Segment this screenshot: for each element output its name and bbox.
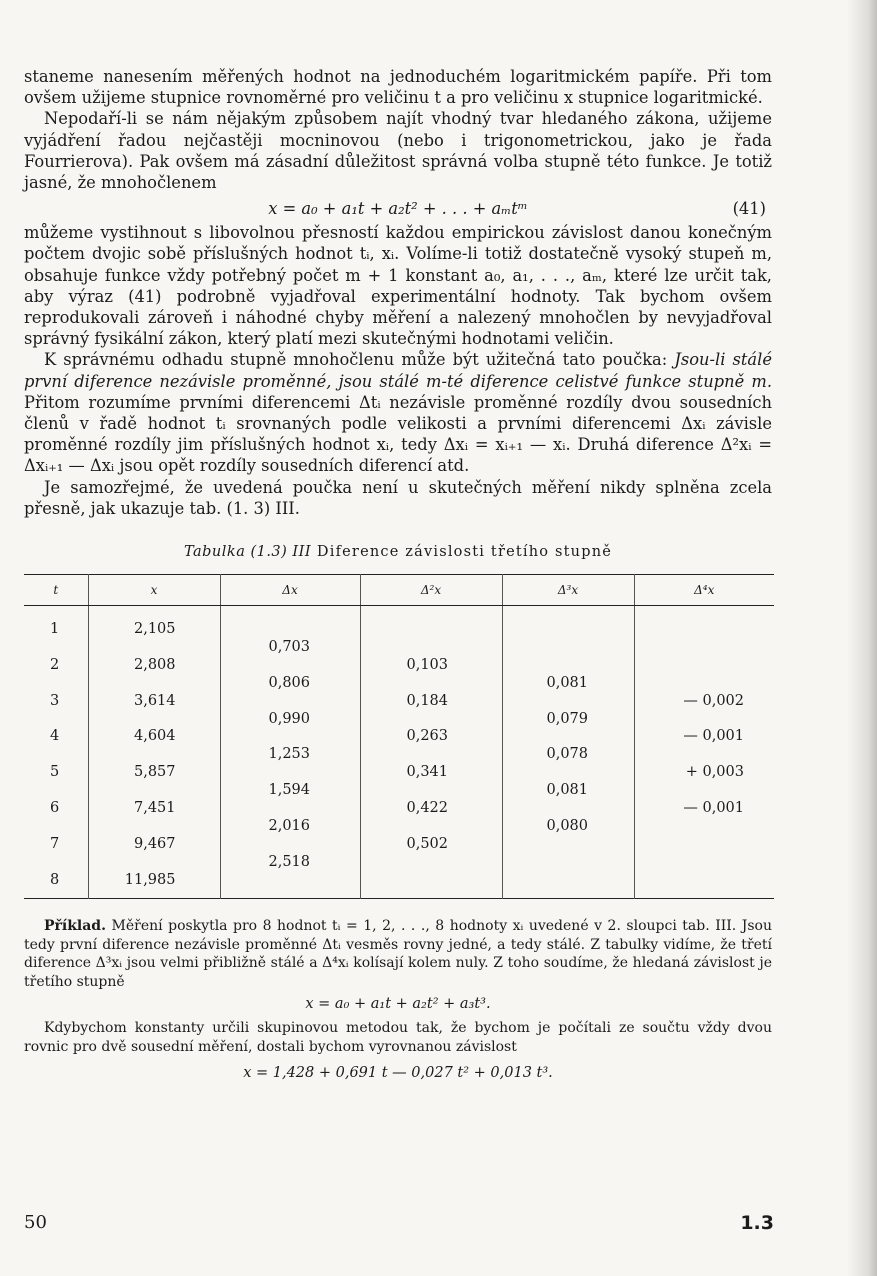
table-cell: — 0,002 <box>683 693 744 710</box>
table-cell: 2 <box>50 657 60 674</box>
example-label: Příklad. <box>44 918 106 935</box>
table-cell: + 0,003 <box>685 764 744 781</box>
table-cell: 0,103 <box>406 657 449 674</box>
table-cell: 0,081 <box>546 675 589 692</box>
table-cell: 3 <box>50 693 60 710</box>
table-cell: 0,990 <box>268 711 311 728</box>
column-t <box>24 606 88 898</box>
table-cell: 0,263 <box>406 728 449 745</box>
example-paragraph <box>24 917 772 991</box>
table-cell: 11,985 <box>124 872 176 889</box>
table-caption-label: Tabulka (1.3) III <box>183 544 312 561</box>
example-equation: x = a₀ + a₁t + a₂t² + a₃t³. <box>305 996 491 1013</box>
page-number: 50 <box>24 1212 47 1233</box>
table-cell: 2,016 <box>268 818 311 835</box>
table-caption <box>24 544 772 560</box>
table-cell: 2,808 <box>133 657 176 674</box>
table-cell: 0,703 <box>268 639 311 656</box>
table-cell: 4 <box>50 728 60 745</box>
table-cell: — 0,001 <box>683 728 744 745</box>
equation-41-number: (41) <box>732 199 766 219</box>
difference-table <box>24 574 774 899</box>
table-cell: 2,518 <box>268 854 311 871</box>
column-x <box>89 606 220 898</box>
final-paragraph: Kdybychom konstanty určili skupinovou metodou tak, že bychom je počítali ze součtu vždy dvou rovnic pro dvě sousední měření, dostali bychom vyrovnanou závislost <box>24 1020 772 1055</box>
page-footer <box>24 1212 774 1242</box>
table-cell: 6 <box>50 800 60 817</box>
page-edge-shadow <box>847 0 877 1276</box>
paragraph-3: můžeme vystihnout s libovolnou přesností každou empirickou závislost danou konečným počtem dvojic sobě příslušných hodnot tᵢ, xᵢ. Volíme-li totiž dostatečně vysoký stupeň m, obsahuje funkce vždy potřebný počet m + 1 konstant a₀, a₁, . . ., aₘ, které lze určit tak, aby výraz (41) podrobně vyjadřoval experimentální hodnoty. Tak bychom ovšem reprodukovali zároveň i náhodné chyby měření a nalezený mnohočlen by nevyjadřoval správný fysikální zákon, který platí mezi skutečnými hodnotami veličin. <box>24 223 772 349</box>
section-number: 1.3 <box>740 1212 774 1234</box>
table-cell: 0,080 <box>546 818 589 835</box>
table-cell: — 0,001 <box>683 800 744 817</box>
header-t: t <box>24 575 88 606</box>
header-d1: Δx <box>220 575 360 606</box>
header-d3: Δ³x <box>502 575 634 606</box>
page-body <box>24 66 772 1086</box>
paragraph-4 <box>24 349 772 476</box>
table-cell: 0,502 <box>406 836 449 853</box>
column-d2 <box>361 606 502 898</box>
equation-41-formula: x = a₀ + a₁t + a₂t² + . . . + aₘtᵐ <box>268 199 528 219</box>
table-cell: 0,079 <box>546 711 589 728</box>
table-cell: 1,253 <box>268 746 311 763</box>
table-cell: 8 <box>50 872 60 889</box>
table-cell: 5 <box>50 764 60 781</box>
difference-rule: Jsou-li stálé první diference nezávisle proměnné, jsou stálé m-té diference celistvé funkce stupně m. <box>24 350 772 391</box>
paragraph-2: Nepodaří-li se nám nějakým způsobem najít vhodný tvar hledaného zákona, užijeme vyjádření řadou nejčastěji mocninovou (nebo i trigonometrickou, jako je řada Fourrierova). Pak ovšem má zásadní důležitost správná volba stupně této funkce. Je totiž jasné, že mnohočlenem <box>24 109 772 193</box>
column-d4 <box>635 606 775 898</box>
table-cell: 0,081 <box>546 782 589 799</box>
table-cell: 2,105 <box>133 621 176 638</box>
paragraph-1: staneme nanesením měřených hodnot na jednoduchém logaritmickém papíře. Při tom ovšem užijeme stupnice rovnoměrné pro veličinu t a pro veličinu x stupnice logaritmické. <box>24 67 772 108</box>
table-cell: 7 <box>50 836 60 853</box>
final-equation: x = 1,428 + 0,691 t — 0,027 t² + 0,013 t³. <box>243 1065 553 1082</box>
table-cell: 0,806 <box>268 675 311 692</box>
example-text: Měření poskytla pro 8 hodnot tᵢ = 1, 2, . . ., 8 hodnoty xᵢ uvedené v 2. sloupci tab. III. Jsou tedy první diference nezávisle proměnné Δtᵢ vesměs rovny jedné, a tedy stálé. Z tabulky vidíme, že třetí diference Δ³xᵢ jsou velmi přibližně stálé a Δ⁴xᵢ kolísají kolem nuly. Z toho soudíme, že hledaná závislost je třetího stupně <box>24 918 772 990</box>
table-cell: 1 <box>50 621 60 638</box>
table-cell: 0,184 <box>406 693 449 710</box>
table-cell: 9,467 <box>133 836 176 853</box>
paragraph-4-intro: K správnému odhadu stupně mnohočlenu může být užitečná tato poučka: <box>44 350 668 370</box>
table-cell: 0,078 <box>546 746 589 763</box>
table-cell: 1,594 <box>268 782 311 799</box>
header-x: x <box>88 575 220 606</box>
table-cell: 0,422 <box>406 800 449 817</box>
table-cell: 0,341 <box>406 764 449 781</box>
header-d4: Δ⁴x <box>634 575 774 606</box>
column-d1 <box>221 606 360 898</box>
paragraph-5: Je samozřejmé, že uvedená poučka není u skutečných měření nikdy splněna zcela přesně, jak ukazuje tab. (1. 3) III. <box>24 477 772 518</box>
table-cell: 3,614 <box>133 693 176 710</box>
table-cell: 4,604 <box>133 728 176 745</box>
column-d3 <box>503 606 634 898</box>
table-caption-text: Diference závislosti třetího stupně <box>316 544 613 561</box>
paragraph-4-definition: Přitom rozumíme prvními diferencemi Δtᵢ nezávisle proměnné rozdíly dvou sousedních členů v řadě hodnot tᵢ srovnaných podle velikosti a prvními diferencemi Δxᵢ závisle proměnné rozdíly jim příslušných hodnot xᵢ, tedy Δxᵢ = xᵢ₊₁ — xᵢ. Druhá diference Δ²xᵢ = Δxᵢ₊₁ — Δxᵢ jsou opět rozdíly sousedních diferencí atd. <box>24 392 772 476</box>
table-cell: 5,857 <box>133 764 176 781</box>
header-d2: Δ²x <box>360 575 502 606</box>
table-header-row <box>24 575 774 606</box>
equation-41 <box>24 196 772 221</box>
table-cell: 7,451 <box>133 800 176 817</box>
